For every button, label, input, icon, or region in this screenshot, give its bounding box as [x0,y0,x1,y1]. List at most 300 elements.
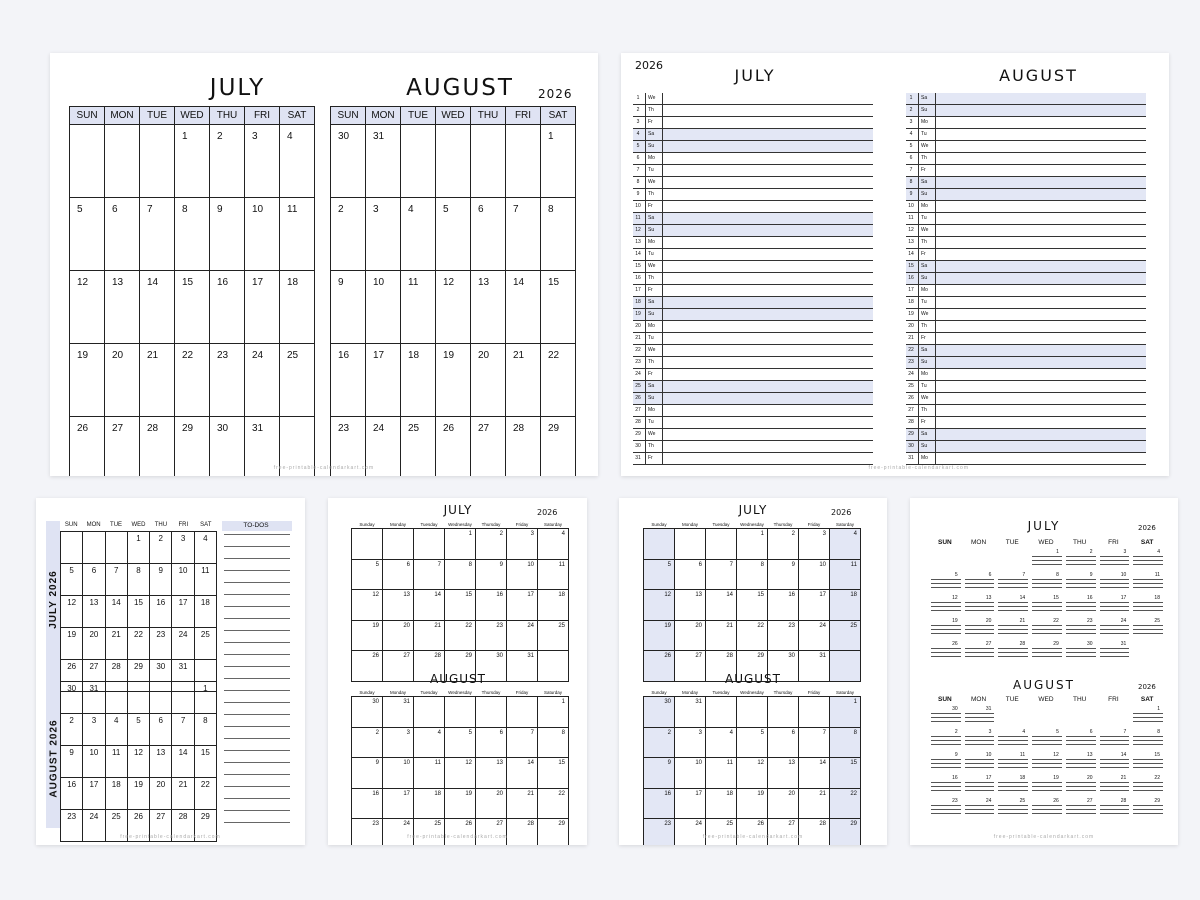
todo-line[interactable] [224,678,290,679]
day-writing-line[interactable] [931,652,961,653]
day-cell[interactable] [83,564,105,596]
day-cell[interactable] [737,819,768,846]
day-line-row[interactable] [633,429,873,441]
day-cell[interactable] [799,529,830,560]
day-writing-line[interactable] [965,652,995,653]
day-writing-line[interactable] [1133,805,1163,806]
day-cell[interactable] [768,758,799,789]
day-cell[interactable] [644,529,675,560]
day-cell[interactable] [414,788,445,819]
day-cell[interactable] [541,125,576,198]
day-cell[interactable] [476,590,507,621]
day-writing-line[interactable] [931,782,961,783]
day-cell[interactable] [445,620,476,651]
day-cell[interactable] [105,198,140,271]
day-cell[interactable] [507,697,538,728]
day-line-row[interactable] [633,105,873,117]
day-cell[interactable] [331,271,366,344]
day-line-row[interactable] [906,297,1146,309]
day-cell[interactable] [471,271,506,344]
day-line-row[interactable] [633,345,873,357]
day-cell[interactable] [644,651,675,682]
day-cell[interactable] [401,344,436,417]
day-cell[interactable] [414,620,445,651]
day-cell[interactable] [471,198,506,271]
day-line-row[interactable] [633,117,873,129]
day-cell[interactable] [507,620,538,651]
day-writing-line[interactable] [965,786,995,787]
day-writing-line[interactable] [1066,767,1096,768]
day-writing-line[interactable] [931,610,961,611]
day-writing-line[interactable] [931,763,961,764]
day-writing-line[interactable] [965,759,995,760]
day-writing-line[interactable] [1032,560,1062,561]
day-cell[interactable] [61,564,83,596]
day-writing-line[interactable] [1032,602,1062,603]
day-cell[interactable] [706,590,737,621]
day-cell[interactable] [383,697,414,728]
day-line-row[interactable] [633,393,873,405]
todo-line[interactable] [224,570,290,571]
day-writing-line[interactable] [931,744,961,745]
day-cell[interactable] [352,788,383,819]
day-writing-line[interactable] [1133,759,1163,760]
todo-line[interactable] [224,534,290,535]
day-cell[interactable] [83,714,105,746]
day-writing-line[interactable] [998,648,1028,649]
day-writing-line[interactable] [998,786,1028,787]
day-cell[interactable] [61,746,83,778]
day-writing-line[interactable] [1032,564,1062,565]
day-writing-line[interactable] [965,606,995,607]
day-writing-line[interactable] [1100,782,1130,783]
day-writing-line[interactable] [1066,744,1096,745]
day-writing-line[interactable] [1032,790,1062,791]
day-line-row[interactable] [906,429,1146,441]
day-cell[interactable] [799,727,830,758]
day-cell[interactable] [644,788,675,819]
day-cell[interactable] [105,778,127,810]
day-cell[interactable] [436,344,471,417]
day-cell[interactable] [830,819,861,846]
day-writing-line[interactable] [1066,763,1096,764]
day-line-row[interactable] [906,165,1146,177]
day-writing-line[interactable] [931,602,961,603]
day-cell[interactable] [105,682,127,714]
day-cell[interactable] [414,819,445,846]
day-writing-line[interactable] [998,809,1028,810]
day-cell[interactable] [507,590,538,621]
day-cell[interactable] [445,819,476,846]
day-cell[interactable] [768,788,799,819]
day-line-row[interactable] [633,165,873,177]
day-cell[interactable] [644,697,675,728]
day-cell[interactable] [83,532,105,564]
day-cell[interactable] [105,344,140,417]
day-line-row[interactable] [906,453,1146,465]
day-cell[interactable] [538,651,569,682]
day-writing-line[interactable] [965,744,995,745]
day-cell[interactable] [140,344,175,417]
day-cell[interactable] [352,727,383,758]
calendar-card-two-month-grid[interactable] [50,53,598,476]
day-line-row[interactable] [906,357,1146,369]
day-cell[interactable] [210,125,245,198]
day-writing-line[interactable] [998,629,1028,630]
todo-line[interactable] [224,654,290,655]
day-cell[interactable] [150,746,172,778]
day-cell[interactable] [768,559,799,590]
day-line-row[interactable] [906,405,1146,417]
day-writing-line[interactable] [1066,740,1096,741]
day-line-row[interactable] [633,201,873,213]
day-writing-line[interactable] [1100,786,1130,787]
day-cell[interactable] [538,819,569,846]
day-line-row[interactable] [633,285,873,297]
day-cell[interactable] [445,559,476,590]
day-writing-line[interactable] [998,587,1028,588]
day-cell[interactable] [507,529,538,560]
day-writing-line[interactable] [998,782,1028,783]
day-writing-line[interactable] [1066,782,1096,783]
day-writing-line[interactable] [965,583,995,584]
day-line-row[interactable] [633,213,873,225]
day-cell[interactable] [127,746,149,778]
day-writing-line[interactable] [965,736,995,737]
day-cell[interactable] [280,125,315,198]
day-writing-line[interactable] [1100,583,1130,584]
day-writing-line[interactable] [1133,813,1163,814]
day-writing-line[interactable] [965,721,995,722]
day-line-row[interactable] [906,237,1146,249]
day-writing-line[interactable] [1066,556,1096,557]
day-cell[interactable] [414,590,445,621]
day-line-row[interactable] [633,237,873,249]
day-cell[interactable] [644,620,675,651]
day-line-row[interactable] [906,417,1146,429]
day-cell[interactable] [150,714,172,746]
day-cell[interactable] [799,651,830,682]
day-writing-line[interactable] [965,790,995,791]
day-writing-line[interactable] [931,656,961,657]
todo-line[interactable] [224,702,290,703]
day-writing-line[interactable] [1066,610,1096,611]
day-writing-line[interactable] [1133,744,1163,745]
day-line-row[interactable] [633,381,873,393]
day-cell[interactable] [127,564,149,596]
day-writing-line[interactable] [965,809,995,810]
day-cell[interactable] [476,819,507,846]
day-writing-line[interactable] [1032,606,1062,607]
day-cell[interactable] [507,819,538,846]
day-line-row[interactable] [906,369,1146,381]
day-cell[interactable] [70,271,105,344]
day-cell[interactable] [644,559,675,590]
day-writing-line[interactable] [1133,782,1163,783]
day-cell[interactable] [436,271,471,344]
day-writing-line[interactable] [931,721,961,722]
day-cell[interactable] [383,819,414,846]
day-cell[interactable] [830,559,861,590]
day-line-row[interactable] [906,225,1146,237]
calendar-card-stacked-weekend[interactable] [619,498,887,845]
day-writing-line[interactable] [998,579,1028,580]
day-cell[interactable] [210,344,245,417]
day-cell[interactable] [799,559,830,590]
day-cell[interactable] [830,529,861,560]
day-cell[interactable] [175,198,210,271]
day-cell[interactable] [194,628,216,660]
day-cell[interactable] [352,697,383,728]
day-writing-line[interactable] [1032,587,1062,588]
day-cell[interactable] [799,620,830,651]
day-cell[interactable] [675,651,706,682]
day-writing-line[interactable] [931,759,961,760]
day-cell[interactable] [506,344,541,417]
day-line-row[interactable] [633,309,873,321]
day-writing-line[interactable] [965,805,995,806]
day-writing-line[interactable] [1066,602,1096,603]
day-cell[interactable] [352,819,383,846]
day-line-row[interactable] [906,393,1146,405]
day-cell[interactable] [414,697,445,728]
day-cell[interactable] [538,758,569,789]
day-writing-line[interactable] [965,579,995,580]
day-cell[interactable] [644,727,675,758]
day-line-row[interactable] [906,213,1146,225]
day-writing-line[interactable] [1066,809,1096,810]
day-line-row[interactable] [633,261,873,273]
day-writing-line[interactable] [1100,767,1130,768]
day-line-row[interactable] [633,177,873,189]
day-writing-line[interactable] [1100,809,1130,810]
day-cell[interactable] [83,778,105,810]
day-line-row[interactable] [906,129,1146,141]
day-writing-line[interactable] [1032,813,1062,814]
day-cell[interactable] [401,198,436,271]
day-writing-line[interactable] [1032,805,1062,806]
day-writing-line[interactable] [1066,759,1096,760]
todo-line[interactable] [224,690,290,691]
day-cell[interactable] [245,271,280,344]
day-cell[interactable] [644,590,675,621]
day-cell[interactable] [194,596,216,628]
day-writing-line[interactable] [965,602,995,603]
day-writing-line[interactable] [965,587,995,588]
day-cell[interactable] [352,529,383,560]
day-cell[interactable] [706,529,737,560]
day-cell[interactable] [105,564,127,596]
day-cell[interactable] [706,620,737,651]
day-cell[interactable] [507,758,538,789]
day-writing-line[interactable] [1100,560,1130,561]
day-writing-line[interactable] [965,713,995,714]
day-cell[interactable] [105,125,140,198]
day-line-row[interactable] [906,333,1146,345]
day-writing-line[interactable] [931,583,961,584]
day-writing-line[interactable] [1032,583,1062,584]
day-cell[interactable] [706,697,737,728]
day-cell[interactable] [799,788,830,819]
day-cell[interactable] [172,746,194,778]
day-writing-line[interactable] [965,740,995,741]
day-writing-line[interactable] [965,625,995,626]
day-cell[interactable] [150,628,172,660]
day-line-row[interactable] [633,297,873,309]
day-writing-line[interactable] [931,786,961,787]
day-cell[interactable] [737,727,768,758]
day-line-row[interactable] [633,441,873,453]
todo-line[interactable] [224,666,290,667]
day-cell[interactable] [83,628,105,660]
day-writing-line[interactable] [1032,656,1062,657]
day-writing-line[interactable] [965,656,995,657]
day-cell[interactable] [383,559,414,590]
day-writing-line[interactable] [998,652,1028,653]
day-writing-line[interactable] [931,713,961,714]
day-line-row[interactable] [906,441,1146,453]
day-writing-line[interactable] [965,767,995,768]
day-cell[interactable] [538,590,569,621]
day-cell[interactable] [737,590,768,621]
day-writing-line[interactable] [965,763,995,764]
day-writing-line[interactable] [1066,736,1096,737]
day-writing-line[interactable] [1100,579,1130,580]
day-cell[interactable] [245,198,280,271]
day-writing-line[interactable] [1100,813,1130,814]
day-writing-line[interactable] [931,648,961,649]
day-writing-line[interactable] [1133,790,1163,791]
day-cell[interactable] [675,727,706,758]
day-cell[interactable] [352,651,383,682]
day-cell[interactable] [210,198,245,271]
day-cell[interactable] [506,125,541,198]
day-cell[interactable] [538,620,569,651]
day-writing-line[interactable] [1032,610,1062,611]
todo-line[interactable] [224,762,290,763]
day-cell[interactable] [507,559,538,590]
day-cell[interactable] [105,532,127,564]
calendar-card-lined[interactable] [910,498,1178,845]
day-cell[interactable] [445,788,476,819]
day-cell[interactable] [331,344,366,417]
day-cell[interactable] [476,758,507,789]
day-cell[interactable] [127,532,149,564]
day-cell[interactable] [61,714,83,746]
day-writing-line[interactable] [965,813,995,814]
day-cell[interactable] [706,727,737,758]
day-cell[interactable] [61,682,83,714]
day-writing-line[interactable] [1133,583,1163,584]
todo-line[interactable] [224,822,290,823]
day-cell[interactable] [830,651,861,682]
day-line-row[interactable] [906,345,1146,357]
day-cell[interactable] [799,758,830,789]
day-writing-line[interactable] [1133,560,1163,561]
day-cell[interactable] [445,590,476,621]
day-line-row[interactable] [633,141,873,153]
day-cell[interactable] [538,529,569,560]
day-cell[interactable] [830,697,861,728]
day-writing-line[interactable] [1032,782,1062,783]
day-writing-line[interactable] [998,763,1028,764]
day-cell[interactable] [644,758,675,789]
day-cell[interactable] [737,697,768,728]
day-writing-line[interactable] [1032,629,1062,630]
day-line-row[interactable] [906,285,1146,297]
todo-line[interactable] [224,774,290,775]
day-cell[interactable] [175,344,210,417]
day-cell[interactable] [83,596,105,628]
day-writing-line[interactable] [1133,717,1163,718]
day-writing-line[interactable] [1133,786,1163,787]
day-cell[interactable] [830,620,861,651]
day-writing-line[interactable] [1133,564,1163,565]
todo-line[interactable] [224,618,290,619]
day-line-row[interactable] [633,357,873,369]
day-writing-line[interactable] [1032,579,1062,580]
day-line-row[interactable] [633,321,873,333]
day-cell[interactable] [280,344,315,417]
day-cell[interactable] [768,727,799,758]
day-writing-line[interactable] [1066,648,1096,649]
day-writing-line[interactable] [998,767,1028,768]
day-writing-line[interactable] [965,633,995,634]
day-writing-line[interactable] [1133,713,1163,714]
day-cell[interactable] [172,596,194,628]
day-cell[interactable] [150,532,172,564]
day-cell[interactable] [83,682,105,714]
day-writing-line[interactable] [1032,786,1062,787]
day-writing-line[interactable] [1133,602,1163,603]
day-cell[interactable] [172,564,194,596]
day-writing-line[interactable] [931,633,961,634]
day-cell[interactable] [280,271,315,344]
day-cell[interactable] [61,628,83,660]
day-writing-line[interactable] [1133,610,1163,611]
day-line-row[interactable] [906,93,1146,105]
day-cell[interactable] [768,590,799,621]
day-writing-line[interactable] [1133,809,1163,810]
day-cell[interactable] [127,596,149,628]
day-writing-line[interactable] [1066,813,1096,814]
day-line-row[interactable] [633,417,873,429]
day-writing-line[interactable] [1032,736,1062,737]
day-writing-line[interactable] [998,759,1028,760]
day-cell[interactable] [737,788,768,819]
day-cell[interactable] [194,778,216,810]
day-writing-line[interactable] [931,809,961,810]
todo-line[interactable] [224,558,290,559]
day-writing-line[interactable] [1066,633,1096,634]
day-writing-line[interactable] [1032,648,1062,649]
day-cell[interactable] [476,529,507,560]
todo-line[interactable] [224,630,290,631]
day-writing-line[interactable] [1032,767,1062,768]
day-writing-line[interactable] [998,583,1028,584]
day-cell[interactable] [768,819,799,846]
day-line-row[interactable] [633,369,873,381]
day-line-row[interactable] [906,273,1146,285]
day-cell[interactable] [414,758,445,789]
day-cell[interactable] [105,596,127,628]
day-cell[interactable] [436,125,471,198]
day-cell[interactable] [280,198,315,271]
day-writing-line[interactable] [1133,763,1163,764]
day-line-row[interactable] [633,249,873,261]
day-writing-line[interactable] [1100,629,1130,630]
day-line-row[interactable] [906,105,1146,117]
